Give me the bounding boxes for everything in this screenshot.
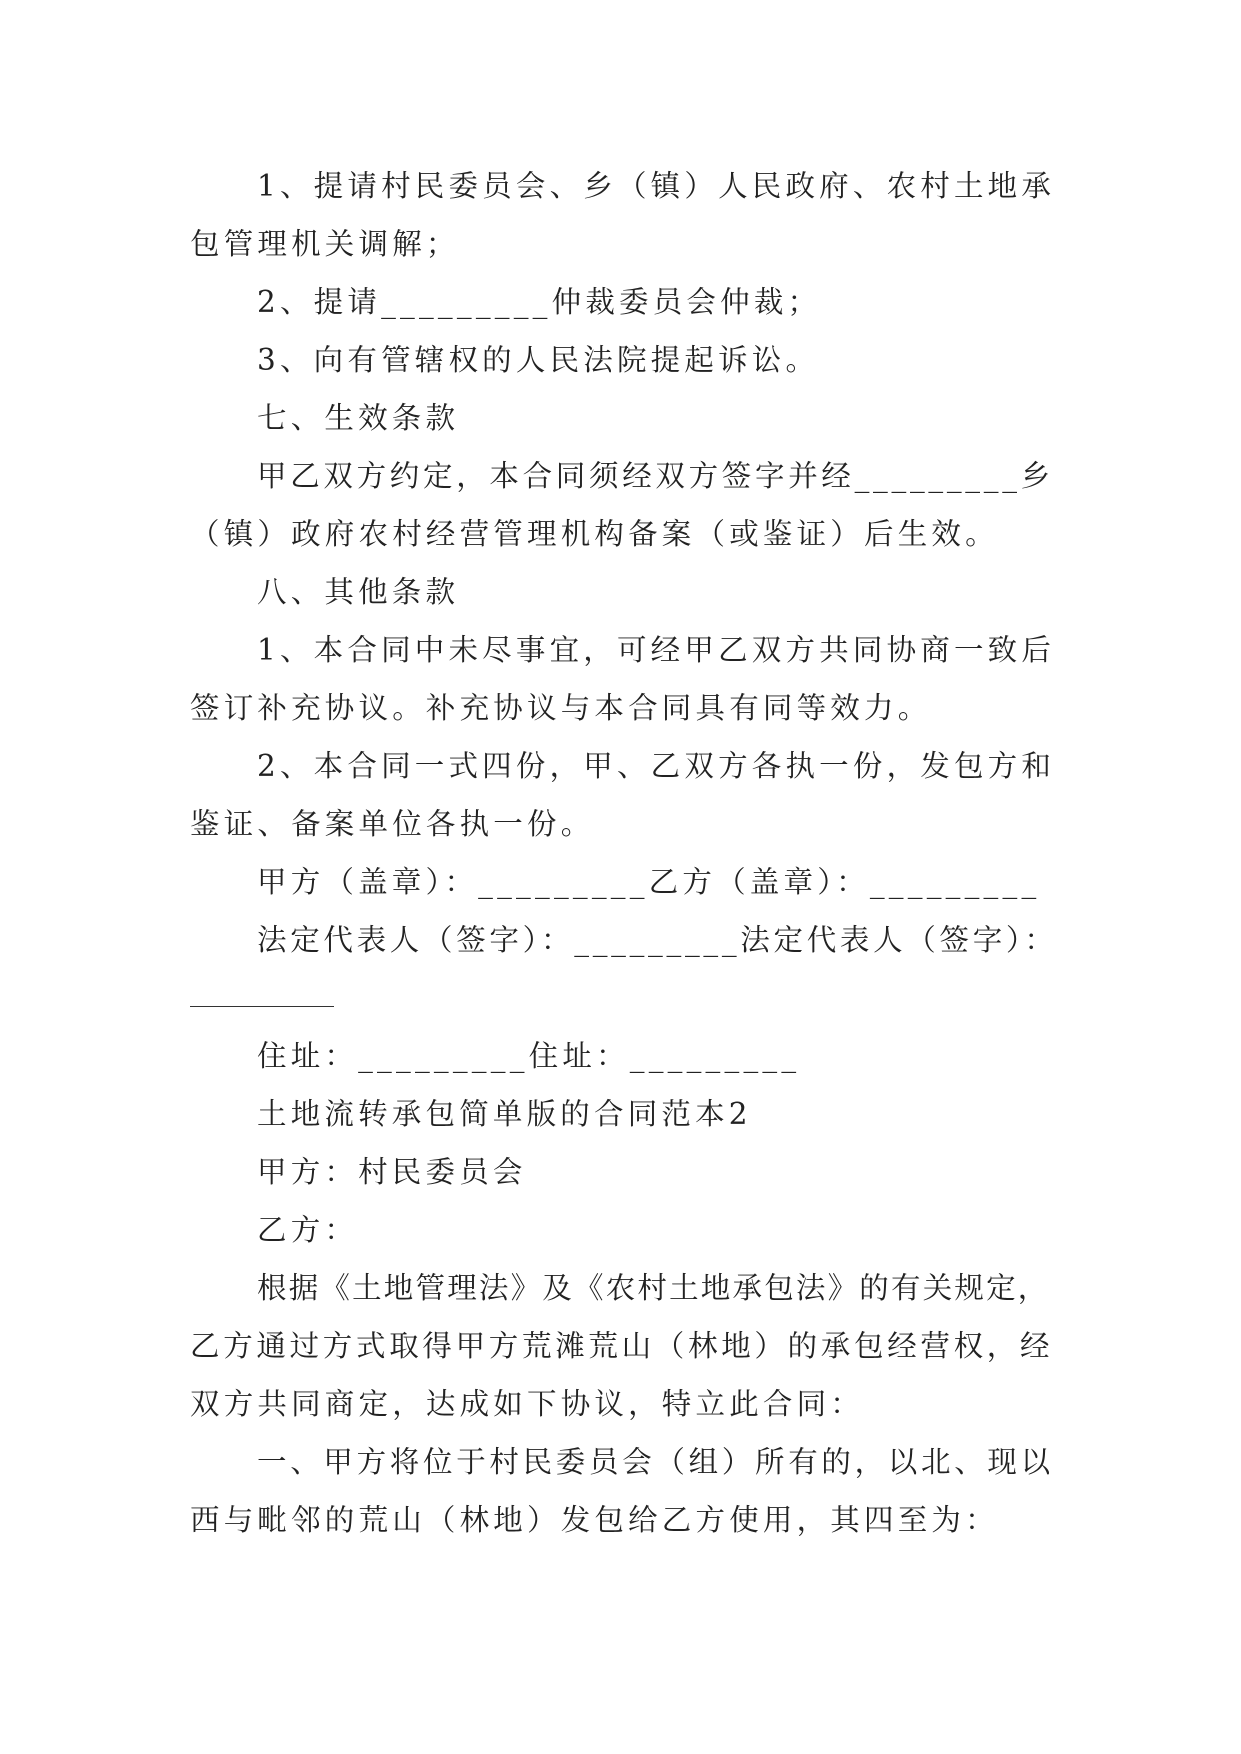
party-b-line: 乙方： (257, 1213, 359, 1247)
signature-seal-line: 甲方（盖章）：_________乙方（盖章）：_________ (257, 865, 1041, 899)
article-1-line-1: 一、甲方将位于村民委员会（组）所有的，以北、现以 (257, 1445, 1054, 1479)
party-a-line: 甲方：村民委员会 (257, 1155, 527, 1189)
preamble-line-1: 根据《土地管理法》及《农村土地承包法》的有关规定， (257, 1271, 1050, 1305)
clause-6-item-1-line-2: 包管理机关调解； (190, 227, 460, 261)
document-title: 土地流转承包简单版的合同范本2 (257, 1097, 752, 1131)
signature-address-line: 住址：_________住址：_________ (257, 1039, 801, 1073)
article-1-line-2: 西与毗邻的荒山（林地）发包给乙方使用，其四至为： (190, 1503, 999, 1537)
clause-8-item-2-line-1: 2、本合同一式四份，甲、乙双方各执一份，发包方和 (257, 749, 1056, 783)
section-heading-7: 七、生效条款 (257, 401, 460, 435)
section-heading-8: 八、其他条款 (257, 575, 460, 609)
clause-8-item-1-line-2: 签订补充协议。补充协议与本合同具有同等效力。 (190, 691, 932, 725)
clause-6-item-2: 2、提请_________仲裁委员会仲裁； (257, 285, 822, 319)
signature-representative-line: 法定代表人（签字）：_________法定代表人（签字）： (257, 923, 1058, 957)
clause-7-line-1: 甲乙双方约定，本合同须经双方签字并经_________乡 (257, 459, 1054, 493)
clause-6-item-1-line-1: 1、提请村民委员会、乡（镇）人民政府、农村土地承 (257, 169, 1056, 203)
preamble-line-2: 乙方通过方式取得甲方荒滩荒山（林地）的承包经营权，经 (190, 1329, 1054, 1363)
clause-6-item-3: 3、向有管辖权的人民法院提起诉讼。 (257, 343, 820, 377)
clause-7-line-2: （镇）政府农村经营管理机构备案（或鉴证）后生效。 (190, 517, 999, 551)
clause-8-item-1-line-1: 1、本合同中未尽事宜，可经甲乙双方共同协商一致后 (257, 633, 1056, 667)
clause-8-item-2-line-2: 鉴证、备案单位各执一份。 (190, 807, 595, 841)
signature-blank-underline (190, 1006, 334, 1007)
preamble-line-3: 双方共同商定，达成如下协议，特立此合同： (190, 1387, 865, 1421)
